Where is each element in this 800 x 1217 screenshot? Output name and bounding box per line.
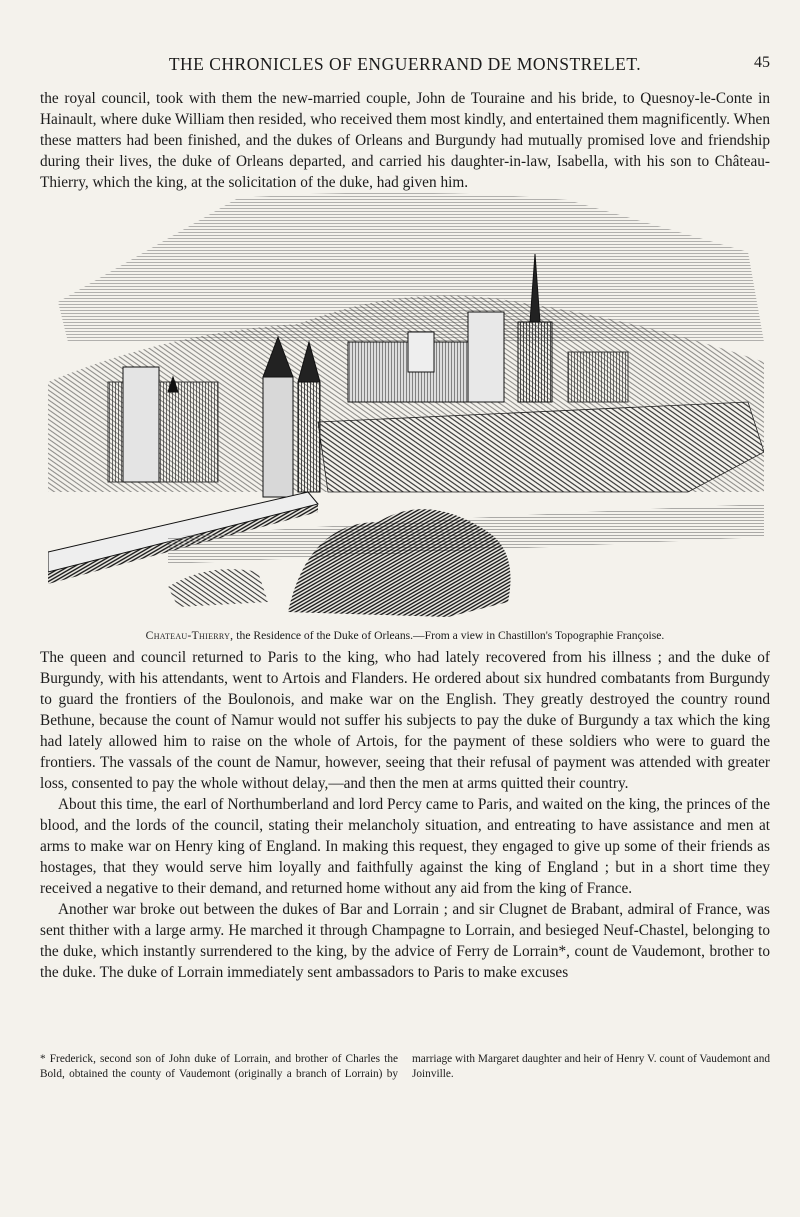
opening-paragraph-block [40, 88, 770, 193]
running-title: THE CHRONICLES OF ENGUERRAND DE MONSTRELET. [168, 54, 642, 74]
trees [288, 509, 511, 617]
main-text-block [40, 647, 770, 983]
footnote: * Frederick, second son of John duke of Lorrain, and brother of Charles the Bold, obtained the county of Vaudemont (originally a branch of Lorrain) by marriage with Margaret daughter and heir of Henry V. count of Vaudemont and Joinville. [40, 1053, 770, 1080]
running-head [40, 50, 770, 80]
chateau-thierry-engraving [48, 192, 764, 622]
caption-text: the Residence of the Duke of Orleans.—From a view in Chastillon's Topographie Françoise. [236, 629, 665, 642]
paragraph: About this time, the earl of Northumberland and lord Percy came to Paris, and waited on the king, the princes of the blood, and the lords of the council, stating their melancholy situation, and entreating to have assistance and men at arms to make war on Henry king of England. In making this request, they engaged to give up some of their friends as hostages, that they would serve him loyally and faithfully against the king of England ; but in a short time they received a negative to their demand, and returned home without any aid from the king of France. [40, 796, 770, 897]
illustration-caption [40, 629, 770, 643]
paragraph: The queen and council returned to Paris to the king, who had lately recovered from his illness ; and the duke of Burgundy, with his attendants, went to Artois and Flanders. He ordered about six hundred combatants from Burgundy to guard the frontiers of the Boulonois, and make war on the English. They greatly destroyed the country round Bethune, because the count of Namur would not suffer his subjects to pay the duke of Burgundy a tax which the king had lately allowed him to raise on the whole of Artois, for the payment of these soldiers who were to guard the frontiers. The vassals of the count de Namur, however, seeing that their refusal of payment was attended with greater loss, consented to pay the whole without delay,—and then the men at arms quitted their country. [40, 649, 770, 792]
caption-place-name: Chateau-Thierry, [145, 629, 234, 642]
paragraph: Another war broke out between the dukes of Bar and Lorrain ; and sir Clugnet de Brabant, admiral of France, was sent thither with a large army. He marched it through Champagne to Lorrain, and besieged Neuf-Chastel, belonging to the duke, which instantly surrendered to the king, by the advice of Ferry de Lorrain*, count de Vaudemont, brother to the duke. The duke of Lorrain immediately sent ambassadors to Paris to make excuses [40, 901, 770, 981]
bank [168, 569, 268, 607]
page-number: 45 [754, 54, 770, 71]
paragraph: the royal council, took with them the new-married couple, John de Touraine and his bride, to Quesnoy-le-Conte in Hainault, where duke William then resided, who received them most kindly, and entertained them magnificently. When these matters had been finished, and the dukes of Orleans and Burgundy had mutually promised love and friendship during their lives, the duke of Orleans departed, and carried his daughter-in-law, Isabella, with his son to Château-Thierry, which the king, at the solicitation of the duke, had given him. [40, 90, 770, 191]
